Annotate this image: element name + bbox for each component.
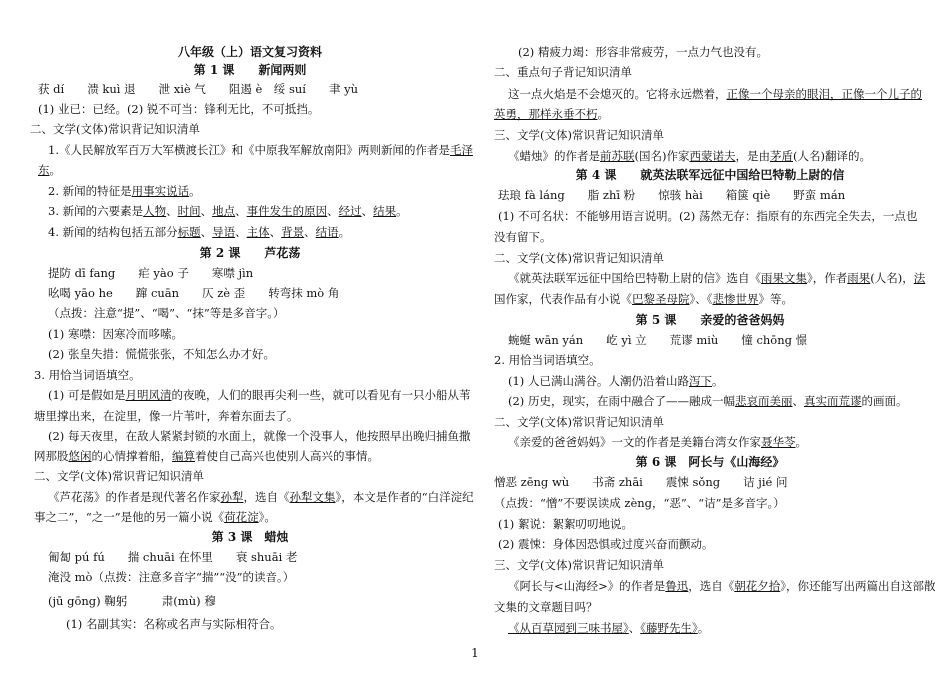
right-line-27-text-0: 文集的文章题目吗？ bbox=[494, 600, 598, 614]
left-line-8-text-2: 、 bbox=[166, 204, 178, 218]
left-line-8-text-10: 、 bbox=[361, 204, 374, 218]
left-line-17-text-2: 的夜晚，人们的眼再尖利一些，就可以看见有一只小船从苇 bbox=[171, 388, 471, 402]
right-line-4-text-0: 三、文学(文体)常识背记知识清单 bbox=[494, 128, 664, 142]
left-line-8-text-4: 、 bbox=[200, 204, 213, 218]
left-line-20-text-3: 编算 bbox=[172, 449, 195, 463]
right-line-28-text-0: 《从百草园到三味书屋》 bbox=[508, 621, 629, 635]
left-line-10 bbox=[30, 245, 470, 261]
left-line-1-text-0: 第 1 课 新闻两则 bbox=[193, 63, 307, 77]
right-line-9-text-0: 没有留下。 bbox=[494, 230, 552, 244]
left-line-9-text-5: 主体 bbox=[246, 225, 270, 239]
left-line-20-text-2: 的心情撑着船， bbox=[91, 449, 172, 463]
right-line-5-text-5: 茅盾 bbox=[769, 149, 793, 163]
right-line-26-text-0: 《阿长与<山海经>》的作者是 bbox=[508, 579, 666, 593]
left-line-16 bbox=[30, 367, 470, 383]
left-line-7-text-0: 2. 新闻的特征是 bbox=[48, 184, 132, 198]
right-line-10-text-0: 二、文学(文体)常识背记知识清单 bbox=[494, 251, 664, 265]
left-line-28-text-0: (1) 名副其实：名称或名声与实际相符合。 bbox=[66, 617, 282, 631]
right-line-3 bbox=[490, 106, 930, 122]
right-line-23 bbox=[490, 516, 930, 532]
left-line-3-text-0: (1) 业已：已经。(2) 锐不可当：锋利无比，不可抵挡。 bbox=[38, 102, 320, 116]
left-line-11 bbox=[30, 265, 470, 281]
right-line-0 bbox=[490, 44, 930, 60]
right-line-11-text-4: (人名)， bbox=[870, 271, 914, 285]
right-line-28-text-1: 、 bbox=[628, 621, 641, 635]
left-line-4-text-0: 二、文学(文体)常识背记知识清单 bbox=[30, 122, 200, 136]
left-line-0-text-0: 八年级（上）语文复习资料 bbox=[177, 45, 322, 59]
left-line-18-text-0: 塘里撑出来，在淀里，像一片苇叶，奔着东面去了。 bbox=[34, 409, 299, 423]
right-line-5-text-3: 西蒙诺夫 bbox=[689, 149, 736, 163]
left-line-8-text-6: 、 bbox=[235, 204, 247, 218]
right-line-1-text-0: 二、重点句子背记知识清单 bbox=[494, 65, 632, 79]
left-line-19-text-0: (2) 每天夜里，在敌人紧紧封锁的水面上，就像一个没事人，他按照早出晚归捕鱼撒 bbox=[48, 429, 471, 443]
right-line-26-text-1: 鲁迅 bbox=[665, 579, 689, 593]
right-line-28-text-3: 。 bbox=[697, 621, 710, 635]
left-line-9-text-7: 背景 bbox=[281, 225, 305, 239]
left-line-28 bbox=[30, 616, 470, 632]
left-line-5-text-1: 毛泽 bbox=[449, 143, 473, 157]
left-line-5 bbox=[30, 142, 473, 158]
right-line-19 bbox=[490, 434, 930, 450]
left-line-8-text-1: 人物 bbox=[143, 204, 167, 218]
right-line-25-text-0: 三、文学(文体)常识背记知识清单 bbox=[494, 558, 664, 572]
left-line-0 bbox=[30, 44, 470, 60]
right-line-12-text-3: 悲惨世界 bbox=[712, 292, 759, 306]
left-line-9-text-10: 。 bbox=[338, 225, 351, 239]
left-line-7-text-1: 用事实说话 bbox=[131, 184, 190, 198]
right-line-0-text-0: (2) 精疲力竭：形容非常疲劳，一点力气也没有。 bbox=[518, 45, 768, 59]
right-line-12 bbox=[490, 291, 930, 307]
left-line-23-text-1: 荷花淀 bbox=[224, 510, 259, 524]
left-line-22-text-0: 《芦花荡》的作者是现代著名作家 bbox=[48, 490, 221, 504]
left-line-20-text-1: 悠闲 bbox=[68, 449, 92, 463]
left-line-17-text-0: (1) 可是假如是 bbox=[48, 388, 126, 402]
left-line-16-text-0: 3. 用恰当词语填空。 bbox=[34, 368, 141, 382]
left-line-12 bbox=[30, 285, 470, 301]
left-line-7-text-2: 。 bbox=[189, 184, 201, 198]
left-line-26-text-0: 淹没 mò（点拨：注意多音字“揣”“没”的读音。） bbox=[48, 570, 295, 584]
left-line-6-text-1: 。 bbox=[49, 163, 61, 177]
right-line-22-text-0: （点拨：“憎”不要误读成 zèng，“恶”、“诘”是多音字。） bbox=[494, 496, 785, 510]
left-line-17-text-1: 月明风清 bbox=[125, 388, 172, 402]
right-line-17 bbox=[490, 393, 930, 409]
right-line-8 bbox=[490, 208, 930, 224]
right-line-2 bbox=[490, 86, 930, 102]
right-line-28 bbox=[490, 620, 930, 636]
left-line-8-text-0: 3. 新闻的六要素是 bbox=[48, 204, 144, 218]
right-line-17-text-0: (2) 历史，现实，在雨中融合了——融成一幅 bbox=[508, 394, 735, 408]
right-line-4 bbox=[490, 127, 930, 143]
left-line-23 bbox=[30, 509, 470, 525]
right-line-15 bbox=[490, 352, 930, 368]
left-line-23-text-0: 事之二”，“之一”是他的另一篇小说《 bbox=[34, 510, 225, 524]
left-line-8 bbox=[30, 203, 470, 219]
left-line-14 bbox=[30, 326, 470, 342]
right-line-12-text-4: 》等。 bbox=[758, 292, 793, 306]
left-line-6-text-0: 东 bbox=[38, 163, 50, 177]
right-line-11-text-2: 》，作者 bbox=[807, 271, 848, 285]
right-line-18 bbox=[490, 414, 930, 430]
left-line-25 bbox=[30, 549, 470, 565]
right-line-24 bbox=[490, 536, 930, 552]
right-line-17-text-3: 真实而荒谬 bbox=[803, 394, 862, 408]
right-line-17-text-1: 悲哀而美丽 bbox=[734, 394, 793, 408]
right-line-5-text-0: 《蜡烛》的作者是 bbox=[508, 149, 600, 163]
left-line-9-text-6: 、 bbox=[269, 225, 282, 239]
right-line-23-text-0: (1) 絮说：絮絮叨叨地说。 bbox=[498, 517, 633, 531]
right-line-2-text-0: 这一点火焰是不会熄灭的。它将永远燃着， bbox=[508, 87, 727, 101]
left-line-26 bbox=[30, 569, 470, 585]
left-line-19 bbox=[30, 428, 470, 444]
left-line-22-text-2: ，选自《 bbox=[243, 490, 290, 504]
right-line-26 bbox=[490, 578, 936, 594]
right-line-14-text-0: 蜿蜒 wān yán 屹 yì 立 荒谬 miù 憧 chōng 憬 bbox=[508, 333, 808, 347]
left-line-24-text-0: 第 3 课 蜡烛 bbox=[211, 530, 289, 544]
right-line-16-text-0: (1) 人已满山满谷。人潮仍沿着山路 bbox=[508, 374, 689, 388]
left-line-20 bbox=[30, 448, 470, 464]
right-line-26-text-3: 朝花夕拾 bbox=[734, 579, 781, 593]
right-line-6-text-0: 第 4 课 就英法联军远征中国给巴特勒上尉的信 bbox=[575, 168, 845, 182]
left-line-6 bbox=[30, 162, 470, 178]
left-line-2-text-0: 获 dí 溃 kuì 退 泄 xiè 气 阻遏 è 绥 suí 聿 yù bbox=[38, 82, 358, 96]
left-line-1 bbox=[30, 62, 470, 78]
left-line-15-text-0: (2) 张皇失措：慌慌张张，不知怎么办才好。 bbox=[48, 347, 275, 361]
left-line-8-text-7: 事件发生的原因 bbox=[246, 204, 328, 218]
left-line-17 bbox=[30, 387, 470, 403]
right-line-12-text-1: 巴黎圣母院 bbox=[632, 292, 690, 306]
right-line-11-text-1: 雨果文集 bbox=[761, 271, 807, 285]
left-line-4 bbox=[30, 121, 470, 137]
left-line-7 bbox=[30, 183, 470, 199]
left-line-12-text-0: 吆喝 yāo he 蹿 cuān 仄 zè 歪 转弯抹 mò 角 bbox=[48, 286, 340, 300]
right-line-10 bbox=[490, 250, 930, 266]
left-line-9-text-8: 、 bbox=[304, 225, 316, 239]
left-line-20-text-4: 着使自己高兴也使别人高兴的事情。 bbox=[195, 449, 379, 463]
right-line-28-text-2: 《藤野先生》 bbox=[640, 621, 698, 635]
left-line-10-text-0: 第 2 课 芦花荡 bbox=[199, 246, 301, 260]
right-line-3-text-1: 。 bbox=[597, 107, 609, 121]
right-line-21 bbox=[490, 474, 930, 490]
right-line-11-text-0: 《就英法联军远征中国给巴特勒上尉的信》选自《 bbox=[508, 271, 761, 285]
right-line-25 bbox=[490, 557, 930, 573]
left-line-8-text-12: 。 bbox=[396, 204, 408, 218]
right-line-1 bbox=[490, 64, 930, 80]
right-line-13 bbox=[490, 312, 930, 328]
left-line-9-text-4: 、 bbox=[235, 225, 247, 239]
left-line-8-text-8: 、 bbox=[327, 204, 339, 218]
right-line-7-text-0: 珐琅 fà láng 脂 zhī 粉 惊骇 hài 箱箧 qiè 野蛮 mán bbox=[498, 188, 846, 202]
right-line-19-text-0: 《亲爱的爸爸妈妈》一文的作者是美籍台湾女作家 bbox=[508, 435, 761, 449]
right-line-7 bbox=[490, 187, 930, 203]
right-line-21-text-0: 憎恶 zēng wù 书斋 zhāi 震悚 sǒng 诘 jié 问 bbox=[494, 475, 788, 489]
right-line-5-text-6: (人名)翻译的。 bbox=[792, 149, 871, 163]
right-line-9 bbox=[490, 229, 930, 245]
left-line-8-text-11: 结果 bbox=[373, 204, 397, 218]
right-line-5 bbox=[490, 148, 930, 164]
left-line-13 bbox=[30, 305, 470, 321]
left-line-15 bbox=[30, 346, 470, 362]
right-line-11-text-3: 雨果 bbox=[847, 271, 871, 285]
left-line-13-text-0: （点拨：注意“提”、“喝”、“抹”等是多音字。） bbox=[48, 306, 285, 320]
right-line-16-text-1: 泻下 bbox=[688, 374, 712, 388]
right-line-13-text-0: 第 5 课 亲爱的爸爸妈妈 bbox=[635, 313, 785, 327]
right-line-5-text-2: (国名)作家 bbox=[634, 149, 690, 163]
left-line-8-text-5: 地点 bbox=[212, 204, 236, 218]
right-line-20-text-0: 第 6 课 阿长与《山海经》 bbox=[635, 455, 785, 469]
right-line-27 bbox=[490, 599, 930, 615]
right-line-16 bbox=[490, 373, 930, 389]
right-line-12-text-2: 》、《 bbox=[689, 292, 713, 306]
left-line-2 bbox=[30, 81, 470, 97]
right-line-2-text-1: 正像一个母亲的眼泪，正像一个儿子的 bbox=[726, 87, 922, 101]
left-line-27-text-0: (jū gōng) 鞠躬 肃(mù) 穆 bbox=[48, 594, 216, 608]
right-line-24-text-0: (2) 震悚：身体因恐惧或过度兴奋而颤动。 bbox=[498, 537, 714, 551]
right-line-11-text-5: 法 bbox=[913, 271, 926, 285]
right-line-19-text-2: 。 bbox=[795, 435, 807, 449]
left-line-22-text-3: 孙犁文集 bbox=[289, 490, 336, 504]
right-line-8-text-0: (1) 不可名状：不能够用语言说明。(2) 荡然无存：指原有的东西完全失去，一点也 bbox=[498, 209, 918, 223]
page-number: 1 bbox=[471, 646, 479, 660]
right-line-20 bbox=[490, 454, 930, 470]
left-line-22 bbox=[30, 489, 474, 505]
left-line-9-text-2: 、 bbox=[200, 225, 213, 239]
right-line-16-text-2: 。 bbox=[711, 374, 724, 388]
left-line-20-text-0: 网那股 bbox=[34, 449, 69, 463]
left-line-24 bbox=[30, 529, 470, 545]
right-line-26-text-4: 》，你还能写出两篇出自这部散 bbox=[780, 579, 936, 593]
right-line-17-text-4: 的画面。 bbox=[861, 394, 908, 408]
right-line-11 bbox=[490, 270, 930, 286]
right-line-6 bbox=[490, 167, 930, 183]
left-line-21-text-0: 二、文学(文体)常识背记知识清单 bbox=[34, 469, 204, 483]
left-line-14-text-0: (1) 寒噤：因寒冷而哆嗦。 bbox=[48, 327, 183, 341]
right-line-18-text-0: 二、文学(文体)常识背记知识清单 bbox=[494, 415, 664, 429]
right-line-5-text-1: 前苏联 bbox=[600, 149, 635, 163]
left-line-9-text-0: 4. 新闻的结构包括五部分 bbox=[48, 225, 178, 239]
left-line-23-text-2: 》。 bbox=[258, 510, 276, 524]
right-line-26-text-2: ，选自《 bbox=[688, 579, 735, 593]
left-line-18 bbox=[30, 408, 470, 424]
right-line-5-text-4: ，是由 bbox=[735, 149, 770, 163]
left-line-22-text-1: 孙犁 bbox=[220, 490, 244, 504]
left-line-27 bbox=[30, 593, 470, 609]
left-line-9 bbox=[30, 224, 470, 240]
left-line-11-text-0: 提防 dī fang 疟 yào 子 寒噤 jìn bbox=[48, 266, 254, 280]
left-line-25-text-0: 匍匐 pú fú 揣 chuāi 在怀里 衰 shuāi 老 bbox=[48, 550, 298, 564]
right-line-19-text-1: 聂华苓 bbox=[761, 435, 796, 449]
right-line-17-text-2: 、 bbox=[792, 394, 804, 408]
left-line-9-text-3: 导语 bbox=[212, 225, 236, 239]
right-line-14 bbox=[490, 332, 930, 348]
right-line-3-text-0: 英勇，那样永垂不朽 bbox=[494, 107, 598, 121]
left-line-5-text-0: 1.《人民解放军百万大军横渡长江》和《中原我军解放南阳》两则新闻的作者是 bbox=[48, 143, 450, 157]
right-line-15-text-0: 2. 用恰当词语填空。 bbox=[494, 353, 601, 367]
left-line-9-text-9: 结语 bbox=[315, 225, 339, 239]
left-line-3 bbox=[30, 101, 470, 117]
left-line-8-text-9: 经过 bbox=[338, 204, 362, 218]
left-line-21 bbox=[30, 468, 470, 484]
left-line-9-text-1: 标题 bbox=[177, 225, 201, 239]
right-line-22 bbox=[490, 495, 930, 511]
right-line-12-text-0: 国作家，代表作品有小说《 bbox=[494, 292, 632, 306]
left-line-22-text-4: 》，本文是作者的“白洋淀纪 bbox=[335, 490, 474, 504]
left-line-8-text-3: 时间 bbox=[177, 204, 201, 218]
